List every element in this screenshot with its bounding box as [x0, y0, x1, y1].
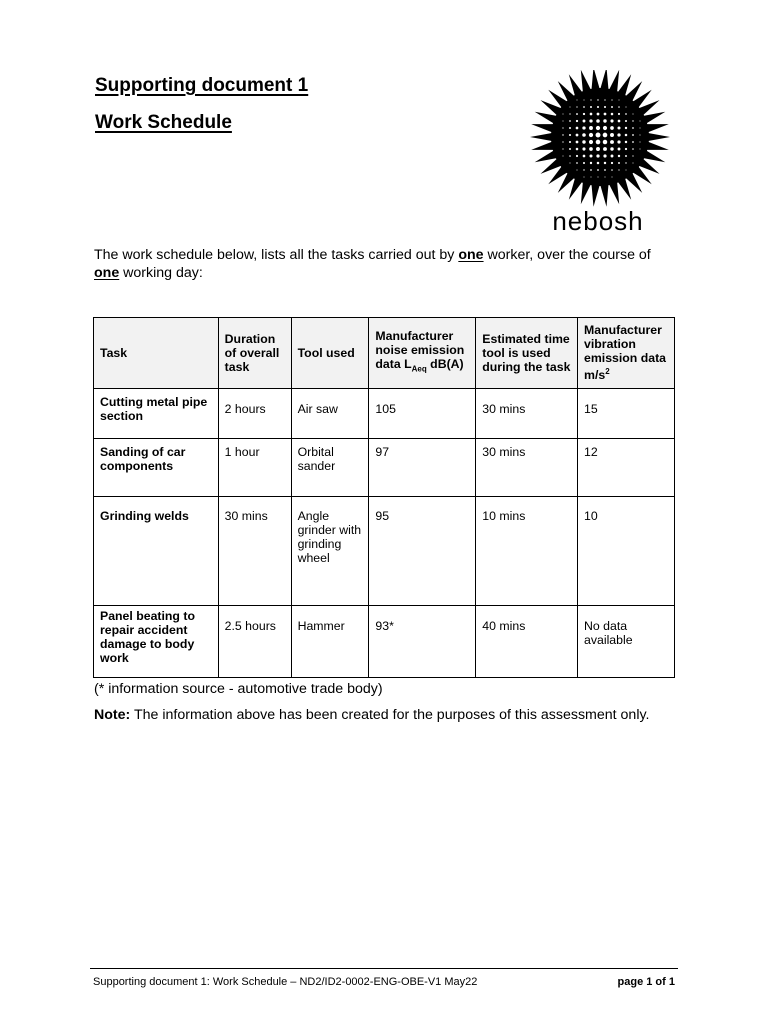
table-row — [94, 439, 675, 497]
intro-text-1: The work schedule below, lists all the tasks carried out by — [94, 247, 459, 263]
task-cell: Sanding of car components — [94, 439, 219, 497]
duration-cell: 30 mins — [218, 497, 291, 606]
task-cell: Panel beating to repair accident damage to body work — [94, 606, 219, 678]
vibration-cell: 10 — [578, 497, 675, 606]
intro-text-2: worker, over the course of — [483, 247, 651, 263]
time-cell: 10 mins — [476, 497, 578, 606]
header-noise-text: Manufacturer noise emission data L — [375, 329, 465, 372]
vibration-cell: 15 — [578, 389, 675, 439]
header-vibration — [578, 318, 675, 389]
page-number: page 1 of 1 — [617, 976, 675, 988]
tool-cell: Angle grinder with grinding wheel — [291, 497, 369, 606]
logo-wordmark: nebosh — [552, 206, 644, 236]
noise-cell: 93* — [369, 606, 476, 678]
vibration-cell: 12 — [578, 439, 675, 497]
table-row — [94, 606, 675, 678]
note-label: Note: — [94, 707, 131, 723]
noise-cell: 95 — [369, 497, 476, 606]
noise-cell: 105 — [369, 389, 476, 439]
intro-paragraph — [94, 246, 674, 282]
time-cell: 40 mins — [476, 606, 578, 678]
vibration-cell: No data available — [578, 606, 675, 678]
header-time: Estimated time tool is used during the task — [476, 318, 578, 389]
header-tool: Tool used — [291, 318, 369, 389]
intro-text-3: working day: — [119, 265, 203, 281]
header-noise-unit: dB(A) — [426, 357, 464, 372]
intro-emphasis-1: one — [458, 247, 484, 263]
header-duration: Duration of overall task — [218, 318, 291, 389]
footer-divider — [90, 968, 678, 969]
document-title: Supporting document 1 — [95, 75, 309, 96]
tool-cell: Orbital sander — [291, 439, 369, 497]
duration-cell: 2.5 hours — [218, 606, 291, 678]
tool-cell: Air saw — [291, 389, 369, 439]
header-vibration-superscript: 2 — [605, 367, 610, 377]
header-noise — [369, 318, 476, 389]
duration-cell: 1 hour — [218, 439, 291, 497]
document-subtitle: Work Schedule — [95, 112, 232, 133]
assessment-note — [94, 707, 649, 723]
starburst-globe-icon — [528, 70, 678, 210]
nebosh-logo — [528, 70, 678, 240]
intro-emphasis-2: one — [94, 265, 120, 281]
table-row — [94, 497, 675, 606]
tool-cell: Hammer — [291, 606, 369, 678]
work-schedule-table — [93, 317, 675, 678]
table-row — [94, 389, 675, 439]
noise-cell: 97 — [369, 439, 476, 497]
table-header-row — [94, 318, 675, 389]
header-task: Task — [94, 318, 219, 389]
time-cell: 30 mins — [476, 389, 578, 439]
task-cell: Cutting metal pipe section — [94, 389, 219, 439]
header-noise-subscript: Aeq — [411, 364, 427, 374]
time-cell: 30 mins — [476, 439, 578, 497]
header-vibration-text: Manufacturer vibration emission data m/s — [584, 323, 667, 383]
task-cell: Grinding welds — [94, 497, 219, 606]
footer-reference: Supporting document 1: Work Schedule – ND2/ID2-0002-ENG-OBE-V1 May22 — [93, 976, 478, 988]
footnote: (* information source - automotive trade body) — [94, 681, 383, 697]
note-text: The information above has been created for the purposes of this assessment only. — [130, 707, 650, 723]
duration-cell: 2 hours — [218, 389, 291, 439]
